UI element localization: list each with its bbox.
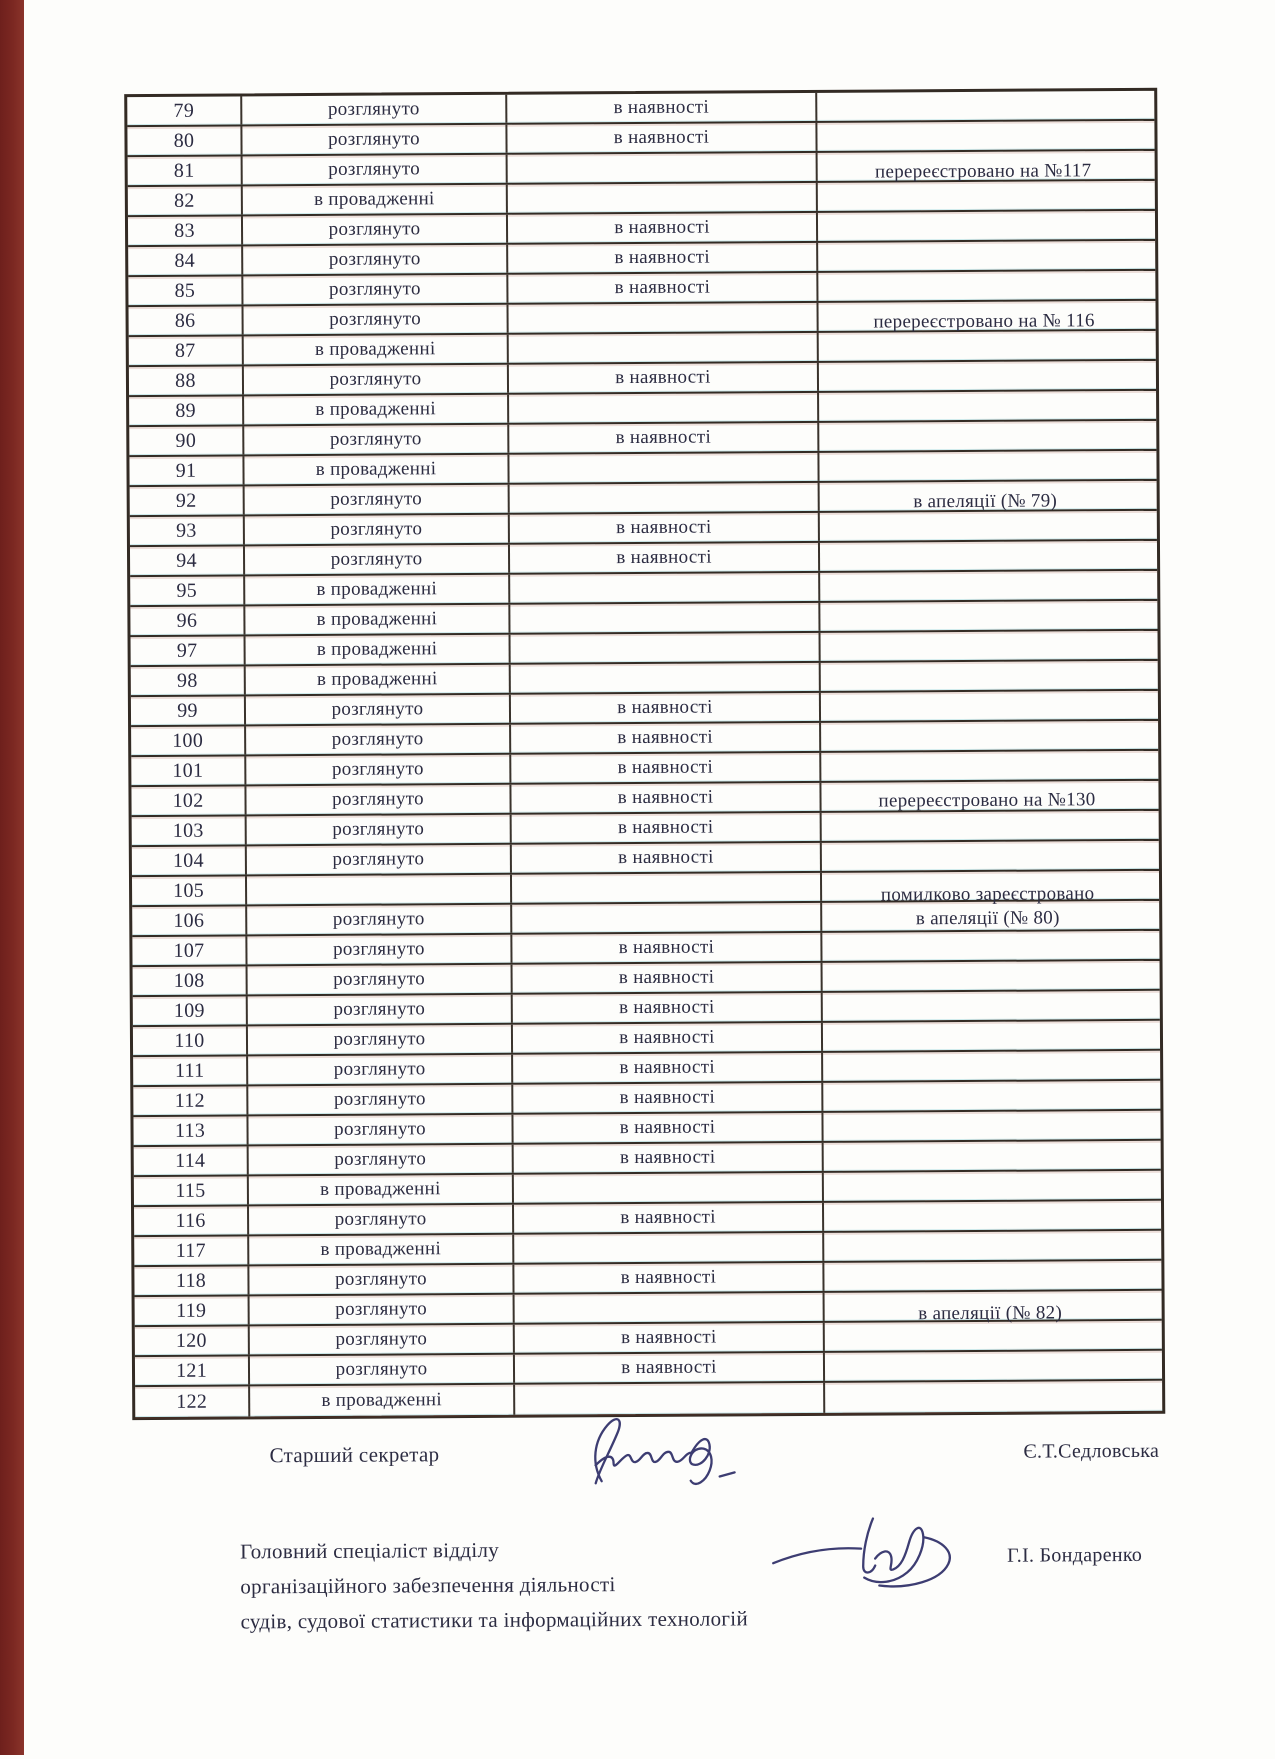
cell-note [821,631,1152,661]
cell-avail [510,573,820,603]
table-row [129,301,1156,337]
cell-note [819,391,1150,421]
cell-num: 90 [129,426,244,455]
cell-avail: в наявності [512,813,822,843]
table-row [132,871,1159,907]
cell-note: перереєстровано на № 116 [873,310,1095,333]
cell-status: розглянуто [248,1025,513,1055]
cell-status [247,875,512,905]
cell-note [824,1261,1155,1291]
cell-status: розглянуто [248,1055,513,1085]
cell-note: перереєстровано на №117 [874,160,1092,183]
cell-avail: в наявності [511,753,821,783]
cell-note [825,1351,1156,1381]
cell-note [819,331,1150,361]
cell-avail: в наявності [513,963,823,993]
cell-note [818,271,1149,301]
cell-avail: в наявності [507,93,817,123]
cell-avail [508,183,818,213]
cell-num: 107 [132,936,247,965]
cell-note [823,1021,1154,1051]
cell-avail [508,153,818,183]
cell-note: в апеляції (№ 80) [915,907,1060,930]
cell-status: розглянуто [243,275,508,305]
cell-avail: в наявності [514,1203,824,1233]
cell-avail: в наявності [514,1143,824,1173]
cell-status: розглянуто [248,1115,513,1145]
cell-num: 80 [127,126,242,155]
cell-status: розглянуто [247,935,512,965]
cell-num: 101 [131,756,246,785]
cell-note [818,211,1149,241]
cell-note [821,751,1152,781]
cell-status: розглянуто [246,755,511,785]
cell-status: в провадженні [249,1235,514,1265]
cell-status: в провадженні [246,635,511,665]
cell-avail [510,603,820,633]
cell-num: 105 [132,876,247,905]
cell-avail: в наявності [515,1323,825,1353]
cell-avail: в наявності [509,363,819,393]
cell-status: розглянуто [246,725,511,755]
cell-avail [509,393,819,423]
cell-status: в провадженні [243,185,508,215]
cell-num: 84 [128,246,243,275]
cell-num: 97 [131,636,246,665]
table-row [130,481,1157,517]
cell-num: 108 [133,966,248,995]
cell-status: розглянуто [245,485,510,515]
cell-num: 115 [134,1176,249,1205]
cell-num: 83 [128,216,243,245]
cell-status: розглянуто [243,245,508,275]
cell-num: 110 [133,1026,248,1055]
cell-num: 91 [129,456,244,485]
cell-avail: в наявності [513,1113,823,1143]
cell-note [825,1381,1156,1413]
cell-note [824,1171,1155,1201]
cell-avail: в наявності [508,213,818,243]
cell-note [818,181,1149,211]
cell-avail: в наявності [507,123,817,153]
cell-note [823,961,1154,991]
cell-num: 112 [133,1086,248,1115]
cell-note [820,541,1151,571]
specialist-title-line: Головний спеціаліст відділу [240,1537,500,1564]
cell-avail: в наявності [508,243,818,273]
registry-table-body [127,91,1162,1417]
cell-status: розглянуто [247,905,512,935]
cell-status: розглянуто [246,695,511,725]
cell-num: 85 [128,276,243,305]
cell-num: 121 [135,1356,250,1385]
specialist-title-line: судів, судової статистики та інформаційних технологій [240,1606,749,1634]
cell-status: розглянуто [243,215,508,245]
cell-num: 106 [132,906,247,935]
cell-status: в провадженні [244,455,509,485]
cell-note [820,601,1151,631]
cell-note [821,721,1152,751]
cell-num: 120 [135,1326,250,1355]
cell-note [820,511,1151,541]
cell-num: 119 [135,1296,250,1325]
cell-note [824,1141,1155,1171]
cell-avail: в наявності [512,843,822,873]
cell-note [823,1081,1154,1111]
specialist-title-line: організаційного забезпечення діяльності [240,1572,616,1599]
cell-status: в провадженні [245,605,510,635]
cell-note [819,421,1150,451]
cell-num: 99 [131,696,246,725]
cell-note: в апеляції (№ 79) [913,490,1058,513]
cell-num: 100 [131,726,246,755]
cell-num: 88 [129,366,244,395]
cell-num: 93 [130,516,245,545]
cell-status: розглянуто [248,1085,513,1115]
cell-avail [512,903,822,933]
cell-avail: в наявності [511,693,821,723]
cell-num: 89 [129,396,244,425]
cell-note [825,1321,1156,1351]
specialist-signature-icon [767,1508,982,1609]
cell-avail [509,453,819,483]
cell-num: 98 [131,666,246,695]
cell-note [821,661,1152,691]
cell-note [817,121,1148,151]
cell-status: розглянуто [248,995,513,1025]
cell-avail: в наявності [512,933,822,963]
cell-status: в провадженні [249,1175,514,1205]
cell-note [824,1231,1155,1261]
cell-avail [514,1233,824,1263]
cell-avail [508,303,818,333]
cell-status: розглянуто [244,425,509,455]
cell-status: розглянуто [247,845,512,875]
cell-note [822,841,1153,871]
secretary-name: Є.Т.Седловська [1023,1439,1160,1463]
cell-avail [515,1293,825,1323]
cell-status: розглянуто [244,305,509,335]
cell-status: розглянуто [242,95,507,125]
secretary-title: Старший секретар [269,1442,440,1468]
cell-avail: в наявності [510,543,820,573]
cell-status: розглянуто [245,545,510,575]
cell-status: в провадженні [246,665,511,695]
specialist-title [240,1531,748,1639]
cell-num: 111 [133,1056,248,1085]
cell-note [822,931,1153,961]
cell-avail [512,873,822,903]
cell-status: розглянуто [248,965,513,995]
cell-note: в апеляції (№ 82) [918,1302,1063,1325]
cell-note [818,241,1149,271]
cell-avail: в наявності [511,783,821,813]
cell-status: в провадженні [245,575,510,605]
cell-num: 114 [134,1146,249,1175]
cell-note [820,571,1151,601]
cell-status: в провадженні [250,1385,515,1417]
cell-note [817,91,1148,121]
cell-status: розглянуто [246,785,511,815]
cell-num: 92 [130,486,245,515]
cell-num: 104 [132,846,247,875]
cell-note [821,691,1152,721]
table-row [128,151,1155,187]
cell-note [823,1051,1154,1081]
cell-num: 96 [130,606,245,635]
cell-status: розглянуто [249,1145,514,1175]
cell-note [819,361,1150,391]
cell-num: 118 [134,1266,249,1295]
cell-avail: в наявності [513,1023,823,1053]
cell-status: в провадженні [244,335,509,365]
cell-status: розглянуто [245,515,510,545]
cell-num: 116 [134,1206,249,1235]
cell-num: 103 [132,816,247,845]
cell-status: розглянуто [247,815,512,845]
secretary-signature-icon [573,1402,752,1501]
cell-avail: в наявності [508,273,818,303]
cell-note: перереєстровано на №130 [878,789,1096,812]
cell-status: розглянуто [249,1205,514,1235]
table-row [131,781,1158,817]
cell-num: 117 [134,1236,249,1265]
cell-avail [509,333,819,363]
cell-note [819,451,1150,481]
cell-note [824,1201,1155,1231]
cell-status: розглянуто [249,1265,514,1295]
cell-num: 109 [133,996,248,1025]
cell-num: 122 [135,1386,250,1417]
specialist-name: Г.І. Бондаренко [1007,1543,1143,1567]
registry-table [124,88,1165,1420]
table-row [135,1291,1162,1327]
cell-num: 102 [131,786,246,815]
cell-note: помилково зареєстровано [880,883,1095,906]
cell-num: 87 [129,336,244,365]
cell-avail: в наявності [509,423,819,453]
cell-note [823,991,1154,1021]
cell-status: розглянуто [250,1325,515,1355]
cell-avail [510,483,820,513]
cell-avail: в наявності [511,723,821,753]
cell-num: 82 [128,186,243,215]
cell-avail: в наявності [514,1263,824,1293]
cell-avail: в наявності [515,1353,825,1383]
cell-avail: в наявності [513,1053,823,1083]
cell-note [822,811,1153,841]
cell-status: розглянуто [244,365,509,395]
cell-status: розглянуто [242,125,507,155]
cell-num: 113 [133,1116,248,1145]
cell-status: розглянуто [250,1355,515,1385]
cell-status: розглянуто [243,155,508,185]
cell-avail: в наявності [510,513,820,543]
cell-status: в провадженні [244,395,509,425]
cell-avail: в наявності [513,1083,823,1113]
cell-num: 79 [127,96,242,125]
cell-num: 95 [130,576,245,605]
cell-num: 86 [129,306,244,335]
cell-avail [511,633,821,663]
cell-avail: в наявності [513,993,823,1023]
cell-avail [514,1173,824,1203]
cell-note [823,1111,1154,1141]
cell-status: розглянуто [250,1295,515,1325]
cell-avail [511,663,821,693]
cell-num: 81 [128,156,243,185]
cell-num: 94 [130,546,245,575]
